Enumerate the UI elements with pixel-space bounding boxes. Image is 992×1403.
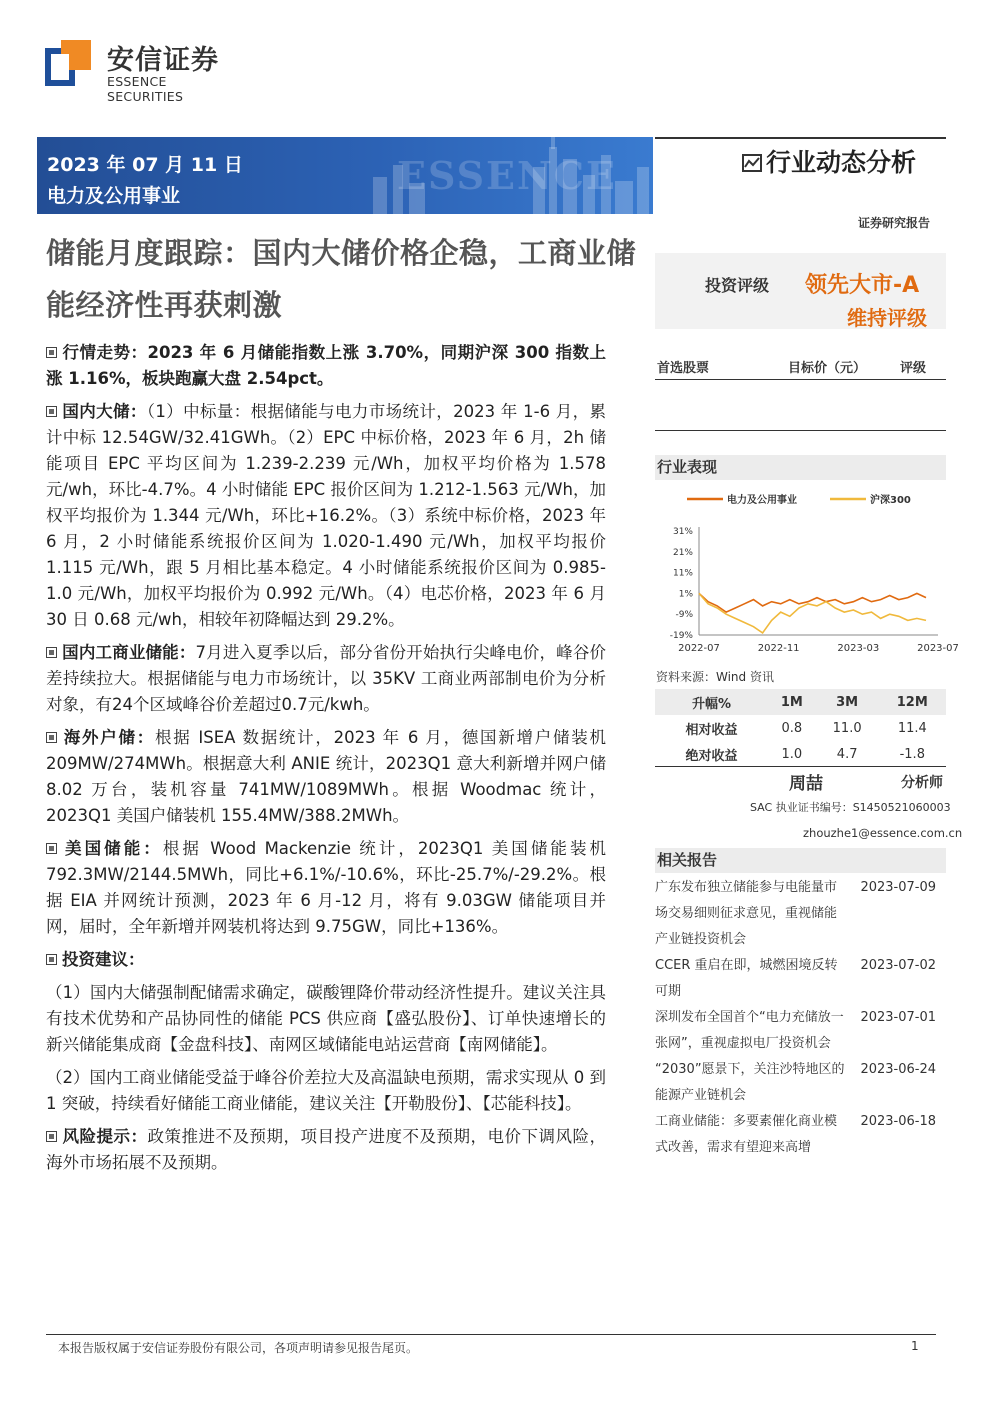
perf-table <box>655 689 946 767</box>
paragraph-market <box>46 340 606 392</box>
analyst-sac: SAC 执业证书编号：S1450521060003 <box>750 801 951 814</box>
y-tick-label: 21% <box>672 547 693 558</box>
related-report-title[interactable]: CCER 重启在即，城燃困境反转可期 <box>655 958 838 999</box>
research-label: 证券研究报告 <box>858 216 931 230</box>
perf-cell: 11.0 <box>832 720 862 736</box>
perf-header-cell: 3M <box>816 689 879 715</box>
bullet-icon <box>46 954 57 965</box>
paragraph-investment-2: （2）国内工商业储能受益于峰谷价差拉大及高温缺电预期，需求实现从 0 到 1 突破，持续看好储能工商业储能，建议关注【开勒股份】、【芯能科技】。 <box>46 1068 606 1113</box>
page-number: 1 <box>911 1339 919 1353</box>
related-report-date: 2023-07-09 <box>860 880 936 895</box>
bullet-icon <box>46 1131 57 1142</box>
industry-perf-head: 行业表现 <box>655 455 946 480</box>
y-tick-label: -19% <box>669 631 693 641</box>
report-type <box>742 143 916 179</box>
rating-value: 领先大市-A <box>805 273 920 298</box>
divider <box>655 379 946 380</box>
bullet-icon <box>46 843 57 854</box>
footer-rule <box>46 1334 936 1335</box>
bullet-icon <box>46 406 57 417</box>
perf-row-label: 绝对收益 <box>685 748 738 764</box>
y-tick-label: 31% <box>672 527 693 537</box>
commercial-storage-text: 7月进入夏季以后，部分省份开始执行尖峰电价，峰谷价差持续拉大。根据储能与电力市场统计，以 35KV 工商业两部制电价为分析对象，有24个区域峰谷价差超过0.7元/kwh。 <box>46 643 606 714</box>
perf-row-label: 相对收益 <box>685 722 738 738</box>
stock-col-name: 首选股票 <box>657 361 710 376</box>
series-line <box>699 593 926 612</box>
report-title: 储能月度跟踪：国内大储价格企稳，工商业储能经济性再获刺激 <box>46 236 637 322</box>
bullet-icon <box>46 347 57 358</box>
related-report-item[interactable] <box>655 1109 946 1161</box>
industry-chart <box>655 483 959 663</box>
stock-col-target: 目标价（元） <box>788 361 867 376</box>
related-report-title[interactable]: “2030”愿景下，关注沙特地区的能源产业链机会 <box>655 1062 845 1103</box>
perf-cell: 0.8 <box>781 720 803 736</box>
perf-header-row <box>655 689 946 715</box>
analyst-role: 分析师 <box>901 775 943 791</box>
stock-table-header <box>655 354 946 378</box>
x-tick-label: 2023-07 <box>917 643 959 654</box>
chart-icon <box>742 154 762 172</box>
report-date: 2023 年 07 月 11 日 <box>47 154 243 176</box>
paragraph-investment-head <box>46 947 606 973</box>
related-report-item[interactable] <box>655 875 946 953</box>
related-report-item[interactable] <box>655 1005 946 1057</box>
x-tick-label: 2022-11 <box>757 643 800 654</box>
stock-col-rating: 评级 <box>900 361 927 376</box>
related-reports-head: 相关报告 <box>655 848 946 873</box>
logo-mark-icon <box>45 40 91 86</box>
related-report-date: 2023-07-02 <box>860 958 936 973</box>
commercial-storage-head: 国内工商业储能： <box>62 643 196 662</box>
chart-svg <box>655 483 959 663</box>
y-tick-label: 1% <box>678 589 693 600</box>
report-body <box>46 340 606 1183</box>
y-tick-label: 11% <box>672 568 693 579</box>
analyst-name: 周喆 <box>789 774 823 794</box>
perf-row <box>655 715 946 741</box>
us-storage-head: 美国储能： <box>62 839 163 858</box>
x-tick-label: 2023-03 <box>837 643 880 654</box>
related-report-date: 2023-06-24 <box>860 1062 936 1077</box>
paragraph-domestic-storage <box>46 399 606 633</box>
related-report-title[interactable]: 深圳发布全国首个“电力充储放一张网”，重视虚拟电厂投资机会 <box>655 1010 844 1051</box>
rating-box <box>655 253 946 329</box>
paragraph-risk <box>46 1124 606 1176</box>
rating-keep: 维持评级 <box>847 306 927 330</box>
paragraph-us-storage <box>46 836 606 940</box>
logo-cn-text: 安信证券 <box>107 45 219 76</box>
perf-header-cell: 12M <box>879 689 946 715</box>
bullet-icon <box>46 732 57 743</box>
risk-text: 政策推进不及预期，项目投产进度不及预期，电价下调风险，海外市场拓展不及预期。 <box>46 1127 606 1172</box>
perf-cell: 11.4 <box>897 720 927 736</box>
banner-watermark: ESSENCE <box>397 153 617 198</box>
risk-head: 风险提示： <box>62 1127 148 1146</box>
rating-label: 投资评级 <box>705 276 770 295</box>
report-sector: 电力及公用事业 <box>47 185 181 207</box>
related-report-item[interactable] <box>655 1057 946 1109</box>
logo-en-text: ESSENCE SECURITIES <box>107 74 184 104</box>
perf-header-cell: 1M <box>768 689 816 715</box>
us-storage-text: 根据 Wood Mackenzie 统计，2023Q1 美国储能装机 792.3MW/2144.5MWh，同比+6.1%/-10.6%，环比-25.7%/-29.2%。根据 EIA 并网统计预测，2023 年 6 月-12 月，将有 9.03GW 储能项目并网，届时，全年新增并网装机将达到 9.75GW，同比+136%。 <box>46 839 607 936</box>
bullet-icon <box>46 647 57 658</box>
domestic-storage-head: 国内大储： <box>62 402 147 421</box>
related-report-title[interactable]: 工商业储能：多要素催化商业模式改善，需求有望迎来高增 <box>655 1114 838 1155</box>
perf-row <box>655 741 946 767</box>
paragraph-commercial-storage <box>46 640 606 718</box>
legend-label: 沪深300 <box>870 495 911 506</box>
x-tick-label: 2022-07 <box>678 643 720 654</box>
footer-text: 本报告版权属于安信证券股份有限公司，各项声明请参见报告尾页。 <box>58 1341 419 1355</box>
legend-label: 电力及公用事业 <box>727 495 797 506</box>
overseas-household-head: 海外户储： <box>62 728 155 747</box>
related-report-date: 2023-06-18 <box>860 1114 936 1129</box>
investment-head: 投资建议： <box>62 950 145 969</box>
overseas-household-text: 根据 ISEA 数据统计，2023 年 6 月，德国新增户储装机 209MW/274MWh。根据意大利 ANIE 统计，2023Q1 意大利新增并网户储 8.02 万台，装机容量 741MW/1089MWh。根据 Woodmac 统计，2023Q1 美国户储装机 155.4MW/388.2MWh。 <box>46 728 606 825</box>
company-logo <box>45 38 245 104</box>
report-type-label: 行业动态分析 <box>766 148 917 177</box>
y-tick-label: -9% <box>675 610 693 621</box>
header-banner <box>37 137 653 214</box>
related-report-date: 2023-07-01 <box>860 1010 936 1025</box>
perf-cell: 1.0 <box>781 746 803 762</box>
header-rule <box>655 137 946 139</box>
divider <box>655 430 946 431</box>
analyst-email[interactable]: zhouzhe1@essence.com.cn <box>803 826 963 840</box>
related-reports-list <box>655 875 946 1161</box>
perf-cell: 4.7 <box>836 746 858 762</box>
perf-header-cell: 升幅% <box>655 689 768 715</box>
domestic-storage-text: （1）中标量：根据储能与电力市场统计，2023 年 1-6 月，累计中标 12.54GW/32.41GWh。（2）EPC 中标价格，2023 年 6 月，2h 储能项目 EPC 平均区间为 1.239-2.239 元/Wh，加权平均价格为 1.578 元/wh，环比-4.7%。4 小时储能 EPC 报价区间为 1.212-1.563 元/Wh，加权平均报价为 1.344 元/Wh，环比+16.2%。（3）系统中标价格，2023 年 6 月，2 小时储能系统报价区间为 1.020-1.490 元/Wh，加权平均报价 1.115 元/Wh，跟 5 月相比基本稳定。4 小时储能系统报价区间为 0.985-1.0 元/Wh，加权平均报价为 0.992 元/Wh。（4）电芯价格，2023 年 6 月 30 日 0.68 元/wh，相较年初降幅达到 29.2%。 <box>46 402 606 629</box>
perf-cell: -1.8 <box>899 746 925 762</box>
related-report-item[interactable] <box>655 953 946 1005</box>
market-summary: 行情走势：2023 年 6 月储能指数上涨 3.70%，同期沪深 300 指数上涨 1.16%，板块跑赢大盘 2.54pct。 <box>46 343 606 388</box>
paragraph-investment-1: （1）国内大储强制配储需求确定，碳酸锂降价带动经济性提升。建议关注具有技术优势和产品协同性的储能 PCS 供应商【盛弘股份】、订单快速增长的新兴储能集成商【金盘科技】、南网区域储能电站运营商【南网储能】。 <box>46 983 606 1054</box>
divider <box>655 766 946 767</box>
related-report-title[interactable]: 广东发布独立储能参与电能量市场交易细则征求意见，重视储能产业链投资机会 <box>655 880 838 947</box>
chart-source: 资料来源：Wind 资讯 <box>656 670 774 684</box>
paragraph-overseas-household <box>46 725 606 829</box>
